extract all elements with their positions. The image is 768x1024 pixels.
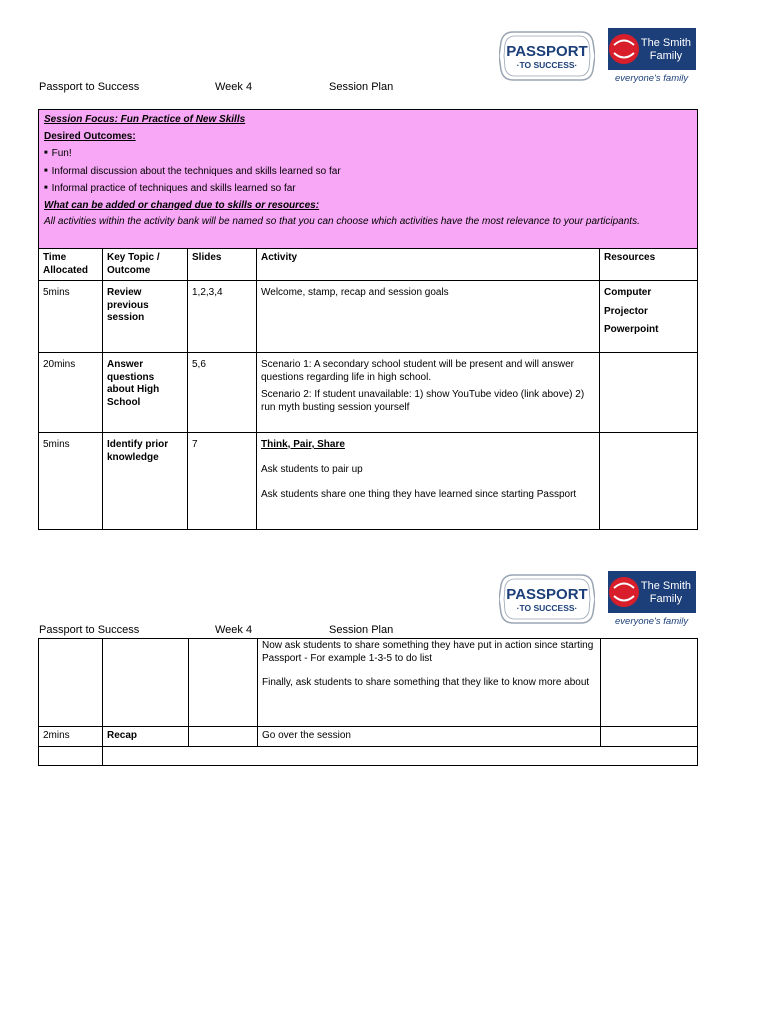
table-row [39,433,698,530]
row-time [39,746,103,765]
row-time: 5mins [39,281,103,353]
row-activity: Go over the session [258,727,601,747]
session-focus-title: Session Focus: Fun Practice of New Skills [44,114,246,125]
row-resources [601,639,698,727]
col-header-time: Time Allocated [39,249,103,281]
row-empty [103,746,698,765]
outcome-item: ■ Informal practice of techniques and skills learned so far [44,182,692,196]
header-doc-type: Session Plan [329,81,394,93]
row-topic: Answer questions about High School [103,353,188,433]
activity-paragraph: Now ask students to share something they have put in action since starting Passport - For example 1-3-5 to do list [262,640,594,664]
row-activity [257,433,600,530]
passport-logo [499,28,595,89]
session-plan-table [38,109,698,530]
passport-logo [499,571,595,632]
session-plan-table-continued [38,638,698,766]
row-resources [600,281,698,353]
row-slides [189,639,258,727]
resource-item: Projector [604,305,648,317]
row-topic: Review previous session [103,281,188,353]
row-slides: 1,2,3,4 [188,281,257,353]
passport-logo-line1: PASSPORT [506,586,588,603]
smith-logo-line1: The Smith [640,37,692,49]
activity-paragraph: Finally, ask students to share something that they like to know more about [262,677,590,688]
outcomes-heading: Desired Outcomes: [44,130,136,142]
row-resources [600,353,698,433]
col-header-topic: Key Topic / Outcome [103,249,188,281]
smith-tagline: everyone's family [615,616,689,627]
row-slides: 5,6 [188,353,257,433]
table-row [39,281,698,353]
activity-paragraph: Scenario 1: A secondary school student will be present and will answer questions regarding life in high school. [261,359,574,383]
row-time: 5mins [39,433,103,530]
passport-logo-line2: ·TO SUCCESS· [516,60,578,70]
smith-family-logo [608,28,696,91]
header-week: Week 4 [215,81,253,93]
row-slides [189,727,258,747]
table-row [39,639,698,727]
col-header-activity: Activity [257,249,600,281]
row-topic: Identify prior knowledge [103,433,188,530]
smith-family-logo [608,571,696,634]
header-doc-type: Session Plan [329,624,394,636]
resource-item: Powerpoint [604,324,659,335]
session-focus-box [39,110,698,249]
smith-tagline: everyone's family [615,73,689,84]
col-header-resources: Resources [600,249,698,281]
row-topic: Recap [103,727,189,747]
row-activity [257,353,600,433]
smith-logo-line2: Family [649,50,683,62]
table-row [39,353,698,433]
smith-logo-line2: Family [649,593,683,605]
row-resources [600,433,698,530]
row-resources [601,727,698,747]
table-header-row [39,249,698,281]
outcome-item: ■ Fun! [44,147,692,161]
table-row [39,727,698,747]
changes-heading: What can be added or changed due to skills or resources: [44,199,320,211]
row-slides: 7 [188,433,257,530]
changes-note: All activities within the activity bank will be named so that you can choose which activities have the most relevance to your participants. [44,216,640,227]
smith-logo-line1: The Smith [640,580,692,592]
activity-paragraph: Ask students to pair up [261,463,363,475]
passport-logo-line1: PASSPORT [506,43,588,60]
col-header-slides: Slides [188,249,257,281]
row-activity [258,639,601,727]
row-activity: Welcome, stamp, recap and session goals [257,281,600,353]
row-time [39,639,103,727]
outcome-item: ■ Informal discussion about the techniques and skills learned so far [44,165,692,179]
resource-item: Computer [604,287,652,298]
activity-paragraph: Ask students share one thing they have learned since starting Passport [261,489,577,500]
row-topic [103,639,189,727]
header-week: Week 4 [215,624,253,636]
row-time: 20mins [39,353,103,433]
row-time: 2mins [39,727,103,747]
header-program: Passport to Success [39,81,140,93]
activity-heading: Think, Pair, Share [261,439,345,450]
header-program: Passport to Success [39,624,140,636]
passport-logo-line2: ·TO SUCCESS· [516,603,578,613]
activity-paragraph: Scenario 2: If student unavailable: 1) show YouTube video (link above) 2) run myth busting session yourself [261,389,585,413]
table-row [39,746,698,765]
